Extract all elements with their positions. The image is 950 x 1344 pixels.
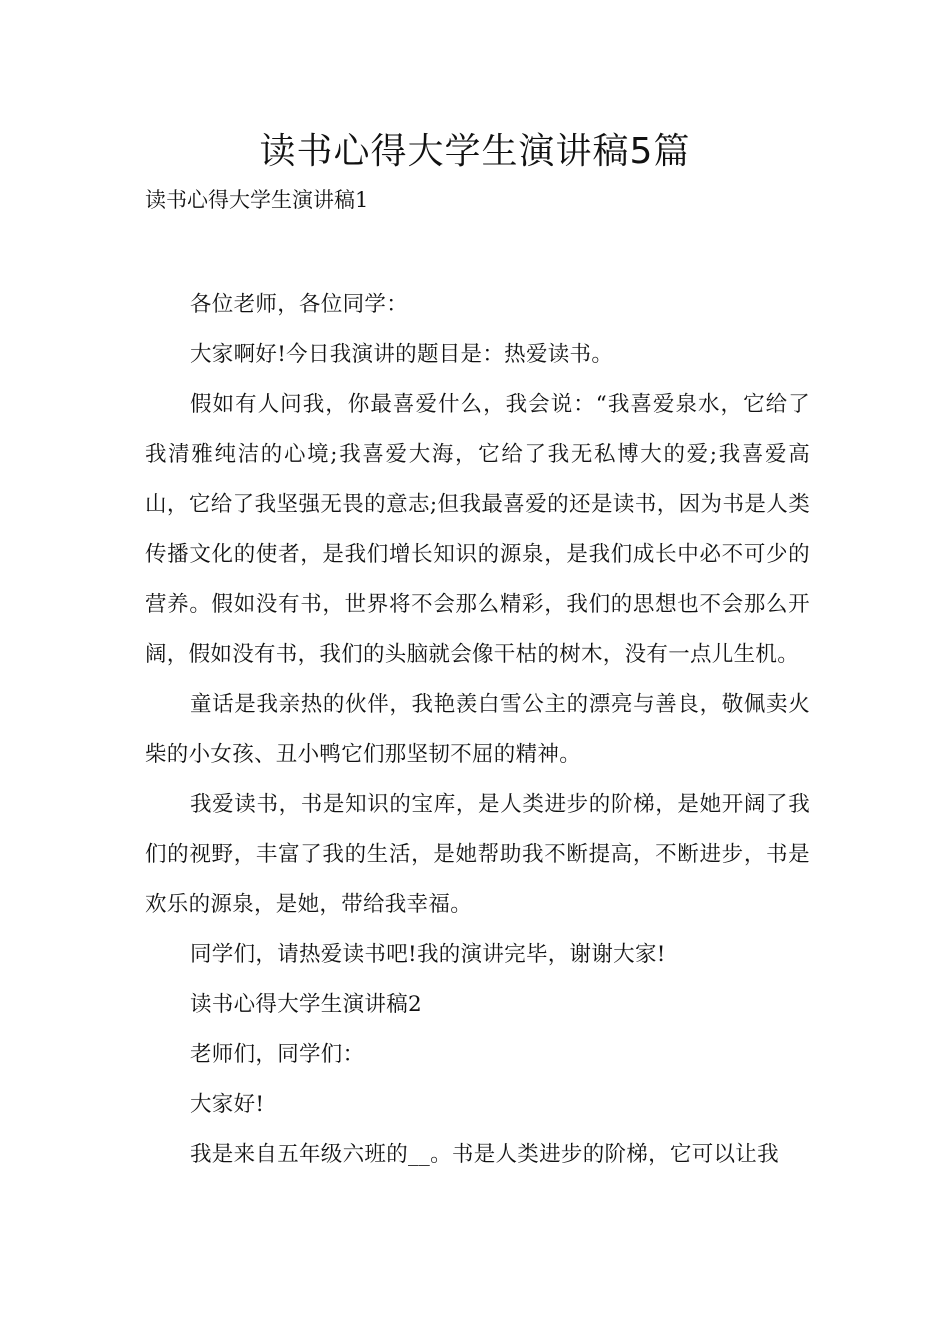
- section-heading: 读书心得大学生演讲稿1: [145, 188, 369, 212]
- paragraph-favorite: 假如有人问我，你最喜爱什么，我会说：“我喜爱泉水，它给了我清雅纯洁的心境;我喜爱大海，它给了我无私博大的爱;我喜爱高山，它给了我坚强无畏的意志;但我最喜爱的还是读书，因为书是人类传播文化的使者，是我们增长知识的源泉，是我们成长中必不可少的营养。假如没有书，世界将不会那么精彩，我们的思想也不会那么开阔，假如没有书，我们的头脑就会像干枯的树木，没有一点儿生机。: [145, 392, 810, 667]
- paragraph-intro: 我是来自五年级六班的__。书是人类进步的阶梯，它可以让我: [190, 1142, 779, 1167]
- paragraph-love-reading: 我爱读书，书是知识的宝库，是人类进步的阶梯，是她开阔了我们的视野，丰富了我的生活，是她帮助我不断提高，不断进步，书是欢乐的源泉，是她，带给我幸福。: [145, 792, 810, 917]
- paragraph-closing: 同学们，请热爱读书吧!我的演讲完毕，谢谢大家!: [190, 942, 666, 967]
- section-heading-2: 读书心得大学生演讲稿2: [190, 992, 422, 1017]
- paragraph-greeting-2: 老师们，同学们：: [190, 1042, 365, 1067]
- paragraph-hello: 大家好!: [190, 1092, 265, 1117]
- document-body: [145, 280, 810, 1180]
- paragraph-greeting: 各位老师，各位同学：: [190, 292, 409, 317]
- document-title: 读书心得大学生演讲稿5篇: [259, 131, 691, 172]
- paragraph-topic: 大家啊好!今日我演讲的题目是：热爱读书。: [190, 342, 614, 367]
- paragraph-fairy-tales: 童话是我亲热的伙伴，我艳羡白雪公主的漂亮与善良，敬佩卖火柴的小女孩、丑小鸭它们那坚韧不屈的精神。: [145, 692, 810, 767]
